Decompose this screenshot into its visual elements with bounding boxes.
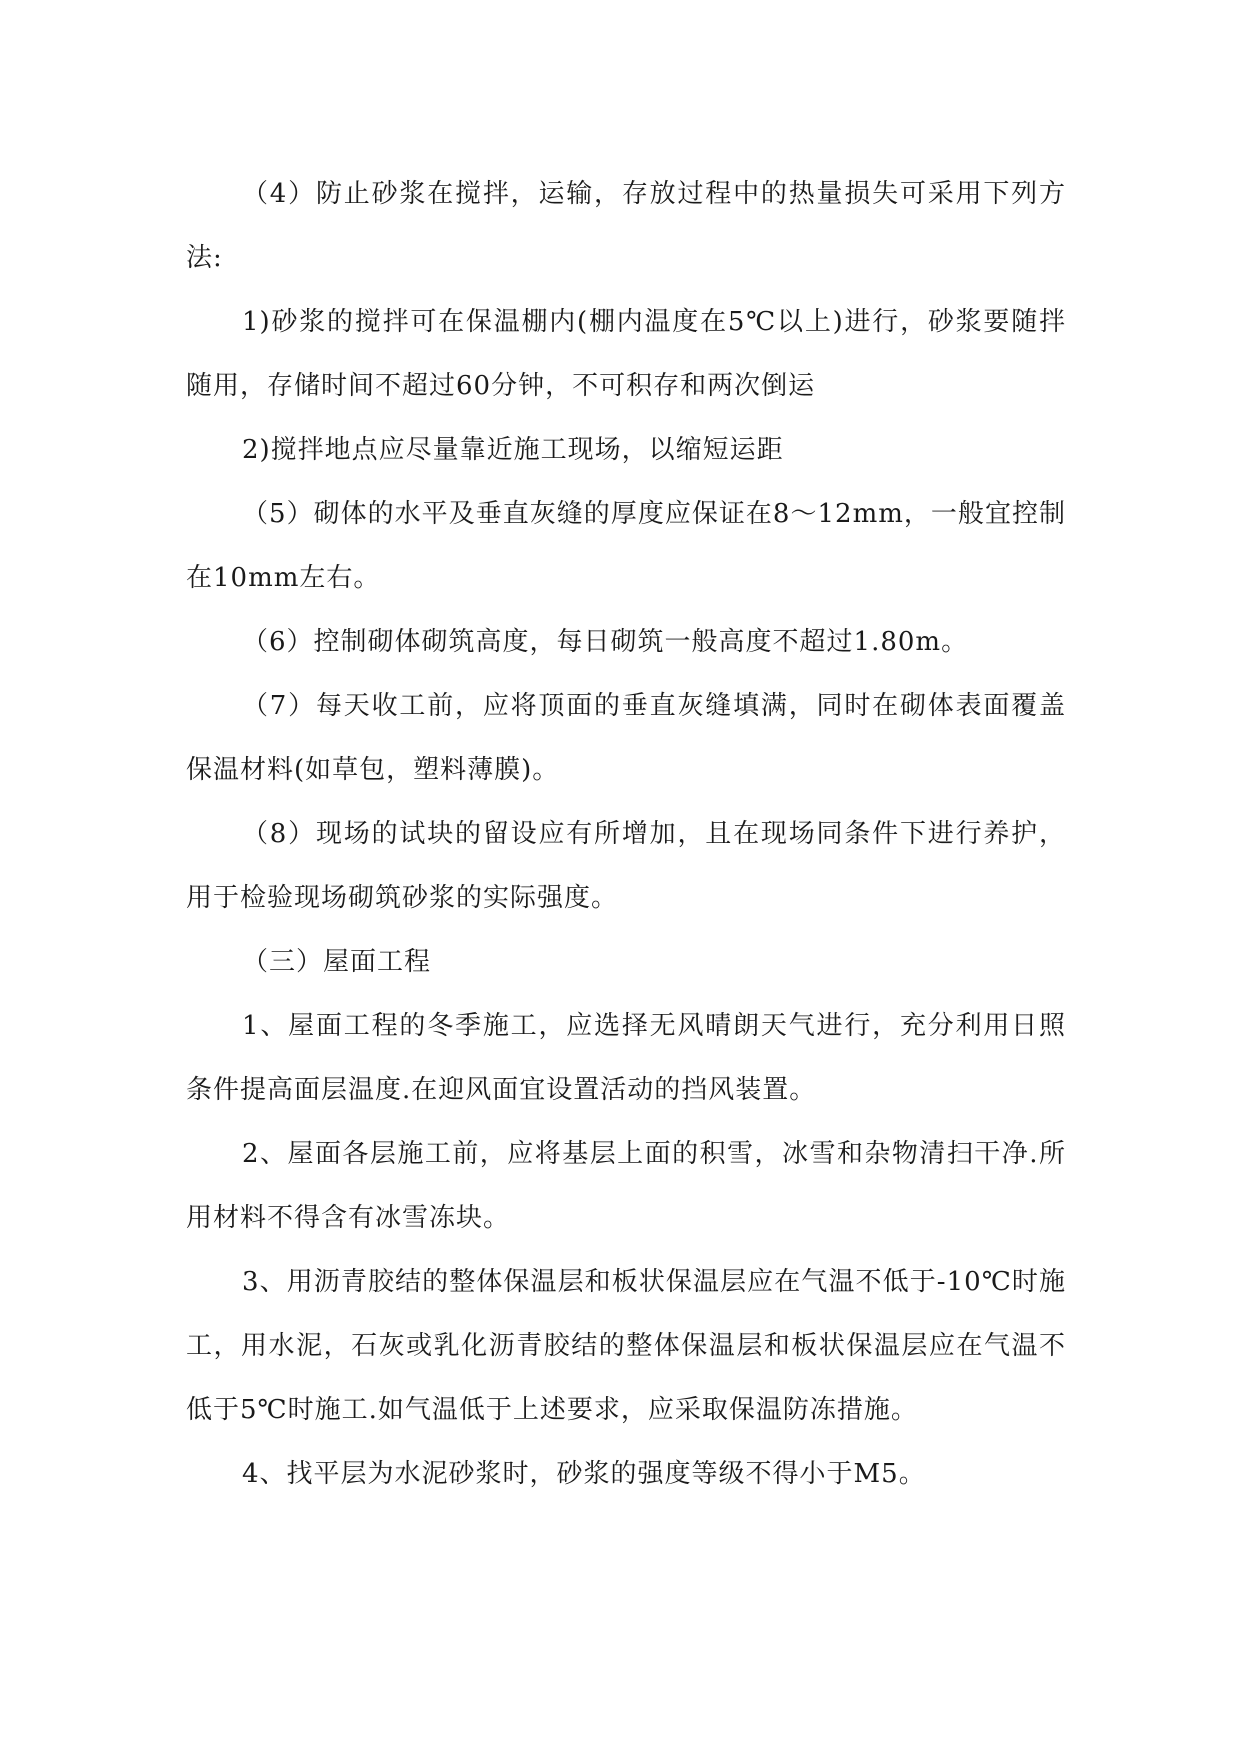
paragraph-test-blocks: （8）现场的试块的留设应有所增加，且在现场同条件下进行养护，用于检验现场砌筑砂浆的实际强度。: [186, 819, 1066, 913]
section-heading-roofing: （三）屋面工程: [242, 947, 432, 977]
paragraph-roof-cleaning: 2、屋面各层施工前，应将基层上面的积雪，冰雪和杂物清扫干净.所用材料不得含有冰雪冻块。: [186, 1139, 1066, 1233]
paragraph-insulation-temperature: 3、用沥青胶结的整体保温层和板状保温层应在气温不低于-10℃时施工，用水泥，石灰或乳化沥青胶结的整体保温层和板状保温层应在气温不低于5℃时施工.如气温低于上述要求，应采取保温防冻措施。: [186, 1267, 1066, 1425]
document-body: [186, 162, 1066, 1506]
paragraph-end-of-day-cover: （7）每天收工前，应将顶面的垂直灰缝填满，同时在砌体表面覆盖保温材料(如草包，塑料薄膜)。: [186, 691, 1066, 785]
paragraph-leveling-mortar: 4、找平层为水泥砂浆时，砂浆的强度等级不得小于M5。: [242, 1459, 926, 1489]
paragraph-joint-thickness: （5）砌体的水平及垂直灰缝的厚度应保证在8～12mm，一般宜控制在10mm左右。: [186, 499, 1066, 593]
paragraph-mortar-heat-loss: （4）防止砂浆在搅拌，运输，存放过程中的热量损失可采用下列方法:: [186, 179, 1066, 273]
paragraph-masonry-height: （6）控制砌体砌筑高度，每日砌筑一般高度不超过1.80m。: [242, 627, 969, 657]
paragraph-mixing-location: 2)搅拌地点应尽量靠近施工现场，以缩短运距: [242, 435, 784, 465]
paragraph-roof-weather: 1、屋面工程的冬季施工，应选择无风晴朗天气进行，充分利用日照条件提高面层温度.在迎风面宜设置活动的挡风装置。: [186, 1011, 1066, 1105]
paragraph-mortar-mixing-shed: 1)砂浆的搅拌可在保温棚内(棚内温度在5℃以上)进行，砂浆要随拌随用，存储时间不超过60分钟，不可积存和两次倒运: [186, 307, 1066, 401]
